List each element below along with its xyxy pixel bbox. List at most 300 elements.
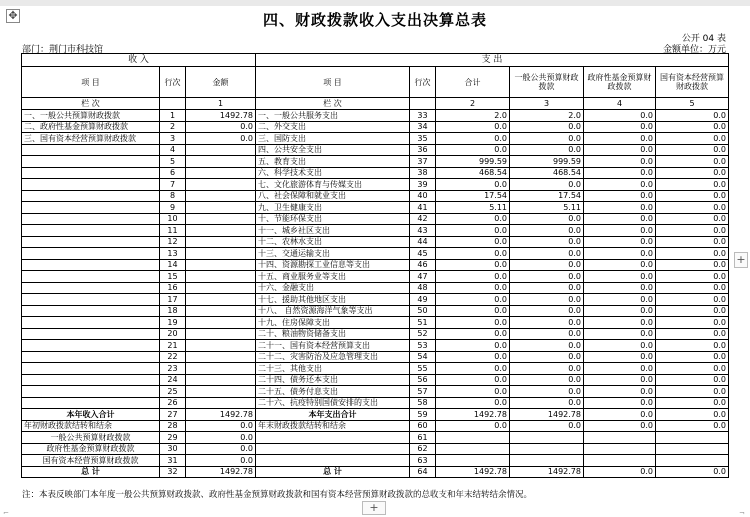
income-rowno-cell: 10 xyxy=(160,213,186,225)
expense-rowno-cell: 48 xyxy=(410,282,436,294)
table-row xyxy=(22,190,729,202)
general-budget-cell: 1492.78 xyxy=(510,409,584,421)
expense-rowno-cell: 58 xyxy=(410,397,436,409)
expense-rowno-cell: 45 xyxy=(410,248,436,260)
income-item-cell: 本年收入合计 xyxy=(22,409,160,421)
gov-fund-cell: 0.0 xyxy=(584,133,656,145)
total-amount-cell: 0.0 xyxy=(436,363,510,375)
expense-item-cell: 十五、商业服务业等支出 xyxy=(256,271,410,283)
income-amount-cell xyxy=(186,179,256,191)
expense-item-cell: 本年支出合计 xyxy=(256,409,410,421)
empty-cell xyxy=(160,98,186,110)
state-capital-cell: 0.0 xyxy=(656,363,729,375)
income-item-cell xyxy=(22,190,160,202)
total-amount-cell: 0.0 xyxy=(436,305,510,317)
general-budget-cell xyxy=(510,432,584,444)
state-capital-cell: 0.0 xyxy=(656,397,729,409)
income-rowno-cell: 4 xyxy=(160,144,186,156)
income-item-cell xyxy=(22,363,160,375)
general-budget-cell: 0.0 xyxy=(510,179,584,191)
expense-rowno-cell: 50 xyxy=(410,305,436,317)
department-label: 部门：荆门市科技馆 xyxy=(22,45,104,55)
total-amount-cell: 999.59 xyxy=(436,156,510,168)
gov-fund-cell: 0.0 xyxy=(584,328,656,340)
income-item-cell xyxy=(22,213,160,225)
expense-item-cell: 年末财政拨款结转和结余 xyxy=(256,420,410,432)
general-budget-cell: 0.0 xyxy=(510,144,584,156)
footnote: 注：本表反映部门本年度一般公共预算财政拨款、政府性基金预算财政拨款和国有资本经营预算财政拨款的总收支和年末结转结余情况。 xyxy=(22,490,533,500)
state-capital-cell: 0.0 xyxy=(656,110,729,122)
gov-fund-cell: 0.0 xyxy=(584,282,656,294)
expense-rowno-cell: 46 xyxy=(410,259,436,271)
expense-item-cell: 十六、金融支出 xyxy=(256,282,410,294)
expense-item-cell: 八、社会保障和就业支出 xyxy=(256,190,410,202)
income-rowno-cell: 16 xyxy=(160,282,186,294)
expense-rowno-cell: 57 xyxy=(410,386,436,398)
gov-fund-cell: 0.0 xyxy=(584,179,656,191)
income-rowno-cell: 29 xyxy=(160,432,186,444)
income-rowno-cell: 2 xyxy=(160,121,186,133)
table-row xyxy=(22,179,729,191)
expense-rowno-cell: 33 xyxy=(410,110,436,122)
general-budget-cell: 1492.78 xyxy=(510,466,584,478)
table-row xyxy=(22,328,729,340)
income-rowno-cell: 27 xyxy=(160,409,186,421)
general-budget-cell: 0.0 xyxy=(510,363,584,375)
expense-item-cell: 六、科学技术支出 xyxy=(256,167,410,179)
income-item-cell: 一、一般公共预算财政拨款 xyxy=(22,110,160,122)
total-amount-cell: 2.0 xyxy=(436,110,510,122)
gov-fund-cell: 0.0 xyxy=(584,397,656,409)
expense-col-label: 栏 次 xyxy=(256,98,410,110)
state-capital-cell: 0.0 xyxy=(656,121,729,133)
income-amount-cell xyxy=(186,213,256,225)
gov-fund-cell: 0.0 xyxy=(584,110,656,122)
expense-item-cell: 十四、资源勘探工业信息等支出 xyxy=(256,259,410,271)
income-amount-cell xyxy=(186,397,256,409)
expense-rowno-cell: 53 xyxy=(410,340,436,352)
state-capital-cell: 0.0 xyxy=(656,328,729,340)
table-header-row-columns xyxy=(22,67,729,98)
expense-item-cell: 二十三、其他支出 xyxy=(256,363,410,375)
state-capital-cell: 0.0 xyxy=(656,144,729,156)
gov-fund-cell: 0.0 xyxy=(584,271,656,283)
general-budget-cell: 0.0 xyxy=(510,259,584,271)
general-budget-cell: 999.59 xyxy=(510,156,584,168)
income-item-cell xyxy=(22,397,160,409)
income-rowno-cell: 12 xyxy=(160,236,186,248)
expense-rowno-cell: 54 xyxy=(410,351,436,363)
state-capital-cell: 0.0 xyxy=(656,190,729,202)
state-capital-cell: 0.0 xyxy=(656,271,729,283)
state-capital-cell: 0.0 xyxy=(656,294,729,306)
general-budget-cell: 17.54 xyxy=(510,190,584,202)
state-capital-cell xyxy=(656,443,729,455)
income-rowno-cell: 23 xyxy=(160,363,186,375)
table-row xyxy=(22,236,729,248)
col-index-2: 2 xyxy=(436,98,510,110)
expense-rowno-cell: 38 xyxy=(410,167,436,179)
table-row xyxy=(22,397,729,409)
general-budget-cell: 5.11 xyxy=(510,202,584,214)
income-item-cell xyxy=(22,248,160,260)
income-item-cell xyxy=(22,282,160,294)
income-rowno-cell: 17 xyxy=(160,294,186,306)
table-row xyxy=(22,225,729,237)
income-amount-cell xyxy=(186,317,256,329)
income-amount-cell xyxy=(186,167,256,179)
general-budget-cell: 0.0 xyxy=(510,351,584,363)
income-rowno-cell: 22 xyxy=(160,351,186,363)
income-item-cell xyxy=(22,236,160,248)
state-capital-header: 国有资本经营预算财政拨款 xyxy=(656,67,729,98)
expense-rowno-cell: 64 xyxy=(410,466,436,478)
total-amount-cell: 0.0 xyxy=(436,144,510,156)
expense-rowno-cell: 42 xyxy=(410,213,436,225)
income-item-cell xyxy=(22,202,160,214)
income-amount-cell xyxy=(186,202,256,214)
total-amount-cell: 0.0 xyxy=(436,133,510,145)
income-amount-cell: 0.0 xyxy=(186,443,256,455)
table-row xyxy=(22,248,729,260)
state-capital-cell: 0.0 xyxy=(656,248,729,260)
state-capital-cell: 0.0 xyxy=(656,466,729,478)
state-capital-cell: 0.0 xyxy=(656,305,729,317)
expense-item-cell: 四、公共安全支出 xyxy=(256,144,410,156)
income-rowno-cell: 32 xyxy=(160,466,186,478)
income-item-cell xyxy=(22,317,160,329)
table-row xyxy=(22,443,729,455)
expense-item-cell: 二十一、国有资本经营预算支出 xyxy=(256,340,410,352)
table-row xyxy=(22,167,729,179)
gov-fund-cell: 0.0 xyxy=(584,351,656,363)
income-item-cell: 二、政府性基金预算财政拨款 xyxy=(22,121,160,133)
expense-rowno-cell: 60 xyxy=(410,420,436,432)
income-rowno-cell: 28 xyxy=(160,420,186,432)
income-amount-cell xyxy=(186,236,256,248)
general-budget-cell: 0.0 xyxy=(510,248,584,260)
expense-item-cell: 十七、援助其他地区支出 xyxy=(256,294,410,306)
table-number: 公开 04 表 xyxy=(681,34,726,44)
expense-rowno-cell: 44 xyxy=(410,236,436,248)
general-budget-cell: 0.0 xyxy=(510,294,584,306)
expense-rowno-cell: 41 xyxy=(410,202,436,214)
gov-fund-cell: 0.0 xyxy=(584,248,656,260)
expense-rowno-header: 行次 xyxy=(410,67,436,98)
gov-fund-cell: 0.0 xyxy=(584,236,656,248)
state-capital-cell: 0.0 xyxy=(656,374,729,386)
income-amount-cell xyxy=(186,305,256,317)
expense-rowno-cell: 56 xyxy=(410,374,436,386)
income-amount-cell: 0.0 xyxy=(186,133,256,145)
expense-item-cell: 十九、住房保障支出 xyxy=(256,317,410,329)
table-row xyxy=(22,259,729,271)
income-amount-cell xyxy=(186,190,256,202)
expense-item-cell: 二、外交支出 xyxy=(256,121,410,133)
income-rowno-header: 行次 xyxy=(160,67,186,98)
amount-unit-label: 金额单位：万元 xyxy=(662,45,726,55)
general-budget-cell: 0.0 xyxy=(510,397,584,409)
general-budget-cell: 0.0 xyxy=(510,225,584,237)
total-header: 合计 xyxy=(436,67,510,98)
income-item-cell xyxy=(22,386,160,398)
expense-rowno-cell: 40 xyxy=(410,190,436,202)
general-budget-cell: 0.0 xyxy=(510,420,584,432)
income-item-cell xyxy=(22,144,160,156)
state-capital-cell: 0.0 xyxy=(656,179,729,191)
gov-fund-cell: 0.0 xyxy=(584,202,656,214)
income-col-label: 栏 次 xyxy=(22,98,160,110)
income-rowno-cell: 15 xyxy=(160,271,186,283)
add-row-button[interactable]: + xyxy=(362,501,386,515)
gov-fund-cell: 0.0 xyxy=(584,363,656,375)
income-item-cell xyxy=(22,340,160,352)
total-amount-cell: 0.0 xyxy=(436,179,510,191)
general-budget-cell: 0.0 xyxy=(510,282,584,294)
gov-fund-cell: 0.0 xyxy=(584,409,656,421)
income-item-cell xyxy=(22,374,160,386)
page-corner-mark-right-icon: ¬ xyxy=(739,509,745,517)
table-row xyxy=(22,466,729,478)
income-amount-cell xyxy=(186,259,256,271)
total-amount-cell: 0.0 xyxy=(436,386,510,398)
state-capital-cell: 0.0 xyxy=(656,282,729,294)
general-budget-cell xyxy=(510,443,584,455)
total-amount-cell: 1492.78 xyxy=(436,409,510,421)
income-amount-cell xyxy=(186,156,256,168)
income-item-cell xyxy=(22,179,160,191)
income-item-cell xyxy=(22,156,160,168)
total-amount-cell: 0.0 xyxy=(436,259,510,271)
income-amount-cell xyxy=(186,282,256,294)
expense-rowno-cell: 59 xyxy=(410,409,436,421)
state-capital-cell: 0.0 xyxy=(656,340,729,352)
expense-rowno-cell: 35 xyxy=(410,133,436,145)
income-amount-cell: 1492.78 xyxy=(186,110,256,122)
general-budget-cell xyxy=(510,455,584,467)
expense-item-cell: 七、文化旅游体育与传媒支出 xyxy=(256,179,410,191)
total-amount-cell: 0.0 xyxy=(436,374,510,386)
gov-fund-header: 政府性基金预算财政拨款 xyxy=(584,67,656,98)
total-amount-cell xyxy=(436,432,510,444)
expense-item-cell xyxy=(256,432,410,444)
income-item-cell: 年初财政拨款结转和结余 xyxy=(22,420,160,432)
income-item-cell xyxy=(22,351,160,363)
expense-rowno-cell: 51 xyxy=(410,317,436,329)
expense-item-cell xyxy=(256,443,410,455)
state-capital-cell: 0.0 xyxy=(656,225,729,237)
income-amount-cell: 1492.78 xyxy=(186,466,256,478)
income-rowno-cell: 21 xyxy=(160,340,186,352)
expense-item-cell: 十、节能环保支出 xyxy=(256,213,410,225)
gov-fund-cell: 0.0 xyxy=(584,190,656,202)
gov-fund-cell: 0.0 xyxy=(584,294,656,306)
state-capital-cell: 0.0 xyxy=(656,202,729,214)
income-rowno-cell: 14 xyxy=(160,259,186,271)
gov-fund-cell: 0.0 xyxy=(584,225,656,237)
income-rowno-cell: 25 xyxy=(160,386,186,398)
total-amount-cell: 0.0 xyxy=(436,121,510,133)
income-item-cell: 总 计 xyxy=(22,466,160,478)
expense-item-cell: 十三、交通运输支出 xyxy=(256,248,410,260)
general-budget-cell: 0.0 xyxy=(510,121,584,133)
table-row xyxy=(22,156,729,168)
page-title: 四、财政拨款收入支出决算总表 xyxy=(262,11,487,29)
income-rowno-cell: 19 xyxy=(160,317,186,329)
income-item-cell: 政府性基金预算财政拨款 xyxy=(22,443,160,455)
gov-fund-cell: 0.0 xyxy=(584,213,656,225)
table-row xyxy=(22,271,729,283)
state-capital-cell: 0.0 xyxy=(656,213,729,225)
total-amount-cell: 17.54 xyxy=(436,190,510,202)
table-row xyxy=(22,213,729,225)
income-amount-cell: 1492.78 xyxy=(186,409,256,421)
state-capital-cell: 0.0 xyxy=(656,133,729,145)
expense-rowno-cell: 39 xyxy=(410,179,436,191)
state-capital-cell: 0.0 xyxy=(656,236,729,248)
total-amount-cell: 0.0 xyxy=(436,294,510,306)
table-row xyxy=(22,133,729,145)
total-amount-cell: 0.0 xyxy=(436,340,510,352)
income-rowno-cell: 9 xyxy=(160,202,186,214)
table-row xyxy=(22,409,729,421)
income-item-cell xyxy=(22,167,160,179)
total-amount-cell: 0.0 xyxy=(436,271,510,283)
total-amount-cell xyxy=(436,455,510,467)
state-capital-cell: 0.0 xyxy=(656,351,729,363)
gov-fund-cell: 0.0 xyxy=(584,259,656,271)
expense-rowno-cell: 55 xyxy=(410,363,436,375)
gov-fund-cell: 0.0 xyxy=(584,420,656,432)
income-rowno-cell: 20 xyxy=(160,328,186,340)
state-capital-cell: 0.0 xyxy=(656,386,729,398)
income-rowno-cell: 30 xyxy=(160,443,186,455)
general-budget-cell: 0.0 xyxy=(510,328,584,340)
income-amount-cell xyxy=(186,351,256,363)
income-item-cell xyxy=(22,259,160,271)
table-row xyxy=(22,317,729,329)
gov-fund-cell xyxy=(584,455,656,467)
general-budget-cell: 0.0 xyxy=(510,305,584,317)
total-amount-cell: 0.0 xyxy=(436,397,510,409)
income-amount-cell: 0.0 xyxy=(186,420,256,432)
income-rowno-cell: 3 xyxy=(160,133,186,145)
income-amount-cell xyxy=(186,386,256,398)
income-amount-cell xyxy=(186,374,256,386)
total-amount-cell: 0.0 xyxy=(436,328,510,340)
general-budget-cell: 0.0 xyxy=(510,374,584,386)
expense-item-cell: 十二、农林水支出 xyxy=(256,236,410,248)
income-amount-cell xyxy=(186,294,256,306)
table-row xyxy=(22,432,729,444)
general-budget-cell: 0.0 xyxy=(510,317,584,329)
income-item-header: 项 目 xyxy=(22,67,160,98)
general-budget-cell: 0.0 xyxy=(510,213,584,225)
expense-item-cell: 十八、 自然资源海洋气象等支出 xyxy=(256,305,410,317)
gov-fund-cell: 0.0 xyxy=(584,317,656,329)
income-item-cell xyxy=(22,328,160,340)
expense-item-cell: 二十二、灾害防治及应急管理支出 xyxy=(256,351,410,363)
gov-fund-cell: 0.0 xyxy=(584,340,656,352)
total-amount-cell: 0.0 xyxy=(436,225,510,237)
expense-item-cell: 二十六、抗疫特别国债安排的支出 xyxy=(256,397,410,409)
income-rowno-cell: 1 xyxy=(160,110,186,122)
table-row xyxy=(22,202,729,214)
income-item-cell xyxy=(22,294,160,306)
expense-item-cell: 五、教育支出 xyxy=(256,156,410,168)
total-amount-cell xyxy=(436,443,510,455)
table-row xyxy=(22,340,729,352)
income-section-header: 收 入 xyxy=(22,54,256,67)
total-amount-cell: 468.54 xyxy=(436,167,510,179)
empty-cell xyxy=(410,98,436,110)
expense-item-cell: 总 计 xyxy=(256,466,410,478)
gov-fund-cell: 0.0 xyxy=(584,466,656,478)
budget-table xyxy=(21,53,729,478)
column-index-row xyxy=(22,98,729,110)
expense-item-cell: 二十五、债务付息支出 xyxy=(256,386,410,398)
gov-fund-cell: 0.0 xyxy=(584,167,656,179)
table-row xyxy=(22,351,729,363)
income-rowno-cell: 26 xyxy=(160,397,186,409)
general-budget-cell: 2.0 xyxy=(510,110,584,122)
top-ruler xyxy=(0,0,750,6)
expense-rowno-cell: 63 xyxy=(410,455,436,467)
income-item-cell: 一般公共预算财政拨款 xyxy=(22,432,160,444)
gov-fund-cell: 0.0 xyxy=(584,374,656,386)
gov-fund-cell xyxy=(584,443,656,455)
total-amount-cell: 0.0 xyxy=(436,420,510,432)
table-row xyxy=(22,420,729,432)
general-budget-header: 一般公共预算财政拨款 xyxy=(510,67,584,98)
expense-item-cell: 二十、粮油物资储备支出 xyxy=(256,328,410,340)
expense-item-cell: 十一、城乡社区支出 xyxy=(256,225,410,237)
table-row xyxy=(22,374,729,386)
income-amount-cell xyxy=(186,363,256,375)
state-capital-cell: 0.0 xyxy=(656,156,729,168)
income-item-cell xyxy=(22,225,160,237)
income-amount-cell: 0.0 xyxy=(186,121,256,133)
expense-rowno-cell: 37 xyxy=(410,156,436,168)
gov-fund-cell: 0.0 xyxy=(584,144,656,156)
table-move-handle-icon[interactable]: ✥ xyxy=(6,9,20,23)
add-column-button[interactable]: + xyxy=(734,252,748,268)
total-amount-cell: 0.0 xyxy=(436,213,510,225)
expense-item-header: 项 目 xyxy=(256,67,410,98)
col-index-5: 5 xyxy=(656,98,729,110)
expense-rowno-cell: 61 xyxy=(410,432,436,444)
income-amount-cell xyxy=(186,248,256,260)
gov-fund-cell: 0.0 xyxy=(584,156,656,168)
expense-rowno-cell: 34 xyxy=(410,121,436,133)
expense-rowno-cell: 43 xyxy=(410,225,436,237)
expense-rowno-cell: 52 xyxy=(410,328,436,340)
general-budget-cell: 0.0 xyxy=(510,340,584,352)
page-corner-mark-left-icon: ⌐ xyxy=(3,509,9,517)
table-row xyxy=(22,305,729,317)
expense-rowno-cell: 36 xyxy=(410,144,436,156)
total-amount-cell: 0.0 xyxy=(436,317,510,329)
general-budget-cell: 0.0 xyxy=(510,133,584,145)
income-rowno-cell: 11 xyxy=(160,225,186,237)
expense-item-cell: 一、一般公共服务支出 xyxy=(256,110,410,122)
income-amount-cell xyxy=(186,340,256,352)
gov-fund-cell: 0.0 xyxy=(584,305,656,317)
income-rowno-cell: 7 xyxy=(160,179,186,191)
income-rowno-cell: 13 xyxy=(160,248,186,260)
income-amount-cell: 0.0 xyxy=(186,432,256,444)
income-amount-cell xyxy=(186,144,256,156)
